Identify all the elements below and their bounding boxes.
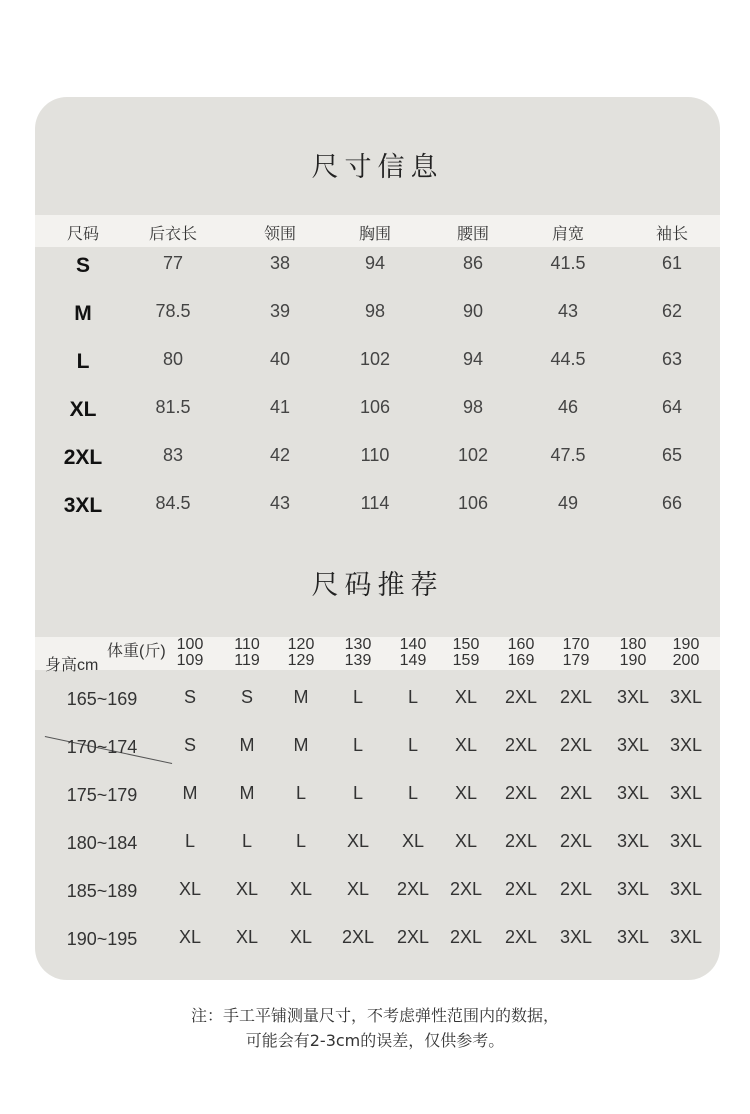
recommended-size: 2XL [396, 927, 430, 947]
measurement-value: 84.5 [155, 493, 191, 513]
measurement-value: 46 [557, 397, 579, 417]
measurement-value: 114 [360, 493, 390, 513]
measurement-value: 106 [359, 397, 391, 417]
weight-range-min: 190 [672, 636, 700, 653]
weight-range-min: 180 [619, 636, 647, 653]
size-info-header-3: 胸围 [358, 226, 391, 243]
size-label: XL [69, 398, 97, 421]
measurement-value: 98 [364, 301, 386, 321]
recommended-size: S [183, 687, 196, 707]
weight-range-min: 110 [234, 636, 260, 653]
size-info-header-1: 后衣长 [148, 226, 197, 243]
measurement-value: 66 [661, 493, 683, 513]
measurement-value: 86 [462, 253, 484, 273]
size-info-header-4: 腰围 [456, 226, 489, 243]
size-info-header-6: 袖长 [655, 226, 688, 243]
recommended-size: XL [346, 879, 370, 899]
weight-range-max: 139 [344, 652, 372, 669]
height-range-label: 170~174 [66, 737, 138, 757]
weight-range-max: 149 [399, 652, 427, 669]
weight-range-max: 179 [562, 652, 590, 669]
recommended-size: XL [454, 831, 478, 851]
recommended-size: L [295, 783, 306, 803]
weight-range-min: 150 [452, 636, 480, 653]
note-line-1: 注：手工平铺测量尺寸，不考虑弹性范围内的数据， [190, 1006, 559, 1025]
recommended-size: 2XL [504, 687, 538, 707]
recommended-size: L [352, 735, 363, 755]
height-range-label: 190~195 [66, 929, 138, 949]
note-line-2: 可能会有2-3cm的误差，仅供参考。 [245, 1031, 505, 1050]
recommended-size: XL [454, 783, 478, 803]
measurement-value: 62 [661, 301, 683, 321]
measurement-value: 43 [557, 301, 579, 321]
recommended-size: 3XL [616, 831, 650, 851]
recommended-size: 2XL [504, 927, 538, 947]
weight-range-min: 100 [176, 636, 204, 653]
weight-range-min: 140 [399, 636, 427, 653]
recommended-size: 3XL [616, 879, 650, 899]
weight-range-max: 169 [507, 652, 535, 669]
weight-range-header [496, 637, 546, 669]
measurement-value: 80 [162, 349, 184, 369]
weight-range-header [441, 637, 491, 669]
size-label: 3XL [63, 494, 103, 517]
measurement-value: 42 [269, 445, 291, 465]
measurement-value: 61 [661, 253, 683, 273]
measurement-value: 98 [462, 397, 484, 417]
recommended-size: XL [235, 879, 259, 899]
recommended-size: 3XL [559, 927, 593, 947]
measurement-value: 83 [162, 445, 184, 465]
recommended-size: XL [178, 879, 202, 899]
recommended-size: 2XL [559, 783, 593, 803]
size-label: L [76, 350, 90, 373]
size-info-header-2: 领围 [263, 226, 296, 243]
measurement-value: 102 [359, 349, 391, 369]
recommended-size: 2XL [559, 687, 593, 707]
weight-range-header [165, 637, 215, 669]
weight-range-min: 130 [344, 636, 372, 653]
recommended-size: 3XL [669, 879, 703, 899]
weight-range-max: 129 [287, 652, 315, 669]
size-label: S [75, 254, 90, 277]
weight-range-max: 190 [619, 652, 647, 669]
weight-range-max: 159 [452, 652, 480, 669]
measurement-value: 94 [462, 349, 484, 369]
recommended-size: XL [454, 735, 478, 755]
recommended-size: M [293, 735, 309, 755]
recommended-size: 3XL [616, 783, 650, 803]
recommended-size: XL [178, 927, 202, 947]
size-label: M [74, 302, 92, 325]
recommended-size: L [407, 687, 418, 707]
recommended-size: S [183, 735, 196, 755]
recommended-size: L [407, 735, 418, 755]
recommended-size: L [352, 687, 363, 707]
recommended-size: XL [401, 831, 425, 851]
recommended-size: 2XL [396, 879, 430, 899]
weight-axis-label: 体重(斤) [107, 643, 166, 660]
measurement-value: 47.5 [550, 445, 586, 465]
size-info-header-0: 尺码 [66, 226, 99, 243]
recommended-size: M [239, 783, 255, 803]
recommended-size: 2XL [504, 735, 538, 755]
measurement-value: 41 [269, 397, 291, 417]
recommended-size: 2XL [559, 735, 593, 755]
height-range-label: 175~179 [66, 785, 138, 805]
measurement-value: 39 [269, 301, 291, 321]
recommended-size: 2XL [341, 927, 375, 947]
recommended-size: 2XL [504, 831, 538, 851]
height-axis-label: 身高cm [45, 657, 99, 674]
recommended-size: M [239, 735, 255, 755]
measurement-value: 94 [364, 253, 386, 273]
weight-range-header [222, 637, 272, 669]
recommended-size: 3XL [616, 927, 650, 947]
weight-range-header [608, 637, 658, 669]
measurement-value: 102 [457, 445, 489, 465]
weight-range-max: 200 [672, 652, 700, 669]
recommended-size: XL [289, 879, 313, 899]
height-range-label: 180~184 [66, 833, 138, 853]
measurement-value: 106 [457, 493, 489, 513]
weight-range-min: 160 [507, 636, 535, 653]
recommended-size: 2XL [504, 783, 538, 803]
measurement-value: 40 [269, 349, 291, 369]
recommended-size: 3XL [669, 783, 703, 803]
weight-range-max: 109 [176, 652, 204, 669]
recommended-size: L [407, 783, 418, 803]
recommended-size: 3XL [616, 687, 650, 707]
weight-range-header [551, 637, 601, 669]
weight-range-min: 120 [287, 636, 315, 653]
weight-range-header [276, 637, 326, 669]
height-range-label: 185~189 [66, 881, 138, 901]
recommended-size: XL [289, 927, 313, 947]
measurement-value: 44.5 [550, 349, 586, 369]
measurement-value: 77 [162, 253, 184, 273]
weight-range-header [661, 637, 711, 669]
recommended-size: XL [346, 831, 370, 851]
weight-range-min: 170 [562, 636, 590, 653]
recommended-size: 2XL [449, 927, 483, 947]
measurement-value: 63 [661, 349, 683, 369]
recommended-size: 3XL [669, 927, 703, 947]
measurement-value: 78.5 [155, 301, 191, 321]
recommended-size: 3XL [669, 687, 703, 707]
measurement-value: 110 [360, 445, 390, 465]
size-recommendation-title: 尺码推荐 [311, 570, 444, 601]
recommended-size: 2XL [559, 831, 593, 851]
height-range-label: 165~169 [66, 689, 138, 709]
size-info-header-5: 肩宽 [551, 226, 584, 243]
size-label: 2XL [63, 446, 103, 469]
size-info-title: 尺寸信息 [311, 152, 444, 183]
weight-range-header [388, 637, 438, 669]
weight-range-max: 119 [234, 652, 260, 669]
measurement-value: 49 [557, 493, 579, 513]
recommended-size: 3XL [669, 831, 703, 851]
measurement-value: 90 [462, 301, 484, 321]
recommended-size: 2XL [449, 879, 483, 899]
measurement-value: 43 [269, 493, 291, 513]
recommended-size: 3XL [616, 735, 650, 755]
recommended-size: 2XL [559, 879, 593, 899]
recommended-size: L [295, 831, 306, 851]
recommended-size: XL [235, 927, 259, 947]
measurement-value: 65 [661, 445, 683, 465]
recommended-size: XL [454, 687, 478, 707]
measurement-value: 38 [269, 253, 291, 273]
recommended-size: L [241, 831, 252, 851]
recommended-size: L [184, 831, 195, 851]
recommended-size: S [240, 687, 253, 707]
recommended-size: M [293, 687, 309, 707]
measurement-value: 41.5 [550, 253, 586, 273]
size-chart-card [35, 97, 720, 980]
recommended-size: 2XL [504, 879, 538, 899]
recommended-size: L [352, 783, 363, 803]
measurement-value: 64 [661, 397, 683, 417]
measurement-value: 81.5 [155, 397, 191, 417]
recommended-size: 3XL [669, 735, 703, 755]
weight-range-header [333, 637, 383, 669]
recommended-size: M [182, 783, 198, 803]
